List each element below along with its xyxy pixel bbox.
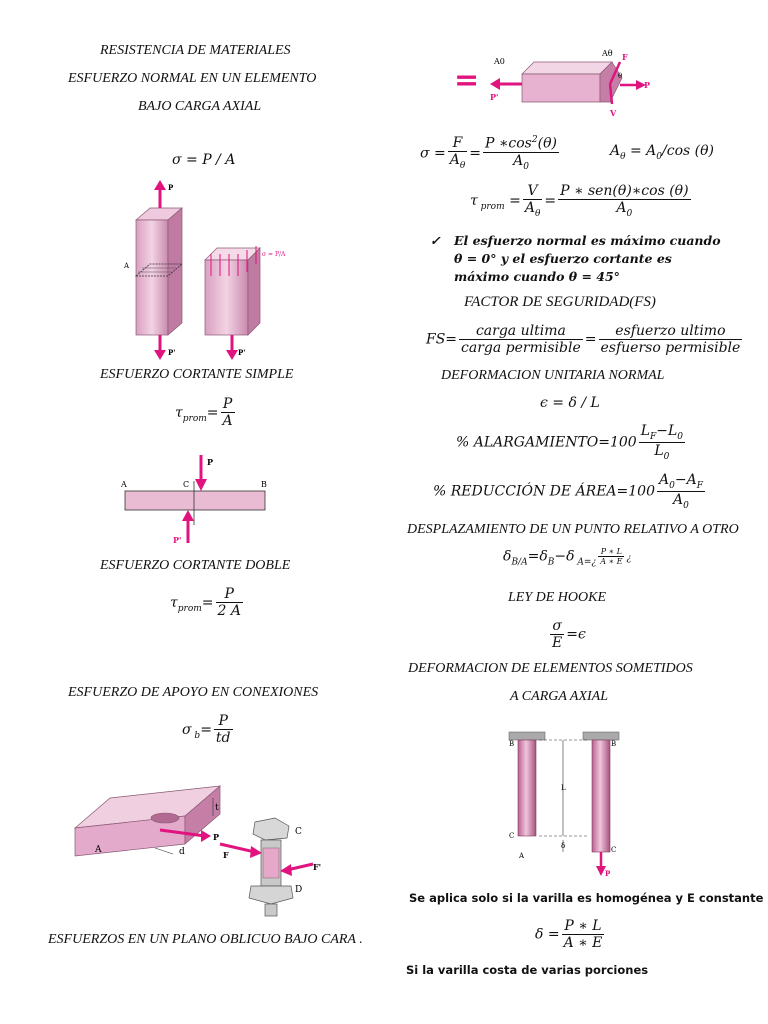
label-C-rod-left: C (509, 832, 515, 840)
label-theta-oblique: θ (618, 72, 623, 80)
elongation-equation: % ALARGAMIENTO=100 $\frac{L_F-L_0}{L_0}$ (456, 423, 684, 462)
label-D-bolt: D (295, 885, 303, 895)
section-title-unit-deformation: DEFORMACION UNITARIA NORMAL (441, 368, 665, 383)
oblique-normal-stress-equation: σ = $\frac{F}{A_\theta}$ = $\frac{P ∗\cos^2(\theta)}{A_0}$ (420, 135, 557, 172)
label-A-rod: A (519, 852, 525, 860)
area-reduction-equation: % REDUCCIÓN DE ÁREA=100 $\frac{A_0-A_F}{A_0}$ (433, 472, 703, 511)
label-C-shear: C (183, 480, 190, 489)
label-L-rod: L (561, 784, 566, 792)
section-subtitle-axial: BAJO CARGA AXIAL (138, 99, 262, 114)
label-F-prime: F' (313, 862, 322, 872)
multiple-portions-note: Si la varilla costa de varias porciones (406, 963, 649, 977)
label-B-rod-left: B (509, 740, 515, 748)
shear-simple-equation: $\tau_{prom}=$ $\frac{P}{A}$ (175, 396, 233, 430)
label-t: t (215, 803, 219, 813)
shear-double-equation: $\tau_{prom}=$ $\frac{P}{2 A}$ (170, 586, 241, 620)
area-reduction-label: % REDUCCIÓN DE ÁREA (433, 483, 617, 500)
label-A-plate: A (95, 845, 102, 855)
label-P-prime-bottom: P' (168, 348, 176, 357)
max-stress-note-text: El esfuerzo normal es máximo cuando θ = 0° y el esfuerzo cortante es máximo cuando θ = 45° (454, 233, 721, 284)
label-B-shear: B (261, 480, 267, 489)
label-A-theta: Aθ (602, 49, 613, 58)
area-theta-equation: $A_\theta = A_0/\cos$ (θ) (610, 143, 715, 162)
section-title-shear-simple: ESFUERZO CORTANTE SIMPLE (100, 367, 294, 382)
label-A-shear: A (121, 480, 127, 489)
tau-prom-double-symbol: $\tau_{prom}=$ (170, 594, 214, 614)
label-delta-rod: δ (561, 842, 566, 850)
check-icon: ✓ (430, 233, 441, 248)
axial-bar-figure (110, 180, 290, 360)
label-P-rod: P (605, 869, 611, 878)
section-title-displacement: DESPLAZAMIENTO DE UN PUNTO RELATIVO A OTRO (407, 522, 739, 537)
section-title-safety-factor: FACTOR DE SEGURIDAD(FS) (464, 294, 656, 310)
fs-numerator-2: esfuerzo ultimo (599, 323, 743, 340)
label-A0: A0 (494, 57, 505, 66)
label-P-prime-right: P' (238, 348, 246, 357)
fs-denominator-1: carga permisible (461, 340, 581, 357)
bearing-equation: σ $_b$= $\frac{P}{td}$ (182, 713, 231, 747)
max-stress-note (432, 232, 722, 286)
oblique-shear-equation: τ $_{prom}$ = $\frac{V}{A_\theta}$ = $\frac{\text{P ∗ sen(θ)∗cos (θ)}}{A_0}$ (470, 183, 689, 219)
displacement-equation: $\delta_{B/A}=\delta_B-\delta$ $_{A=¿}$ $\frac{P ∗ L}{A ∗ E}$ ¿ (503, 547, 632, 568)
label-d: d (179, 847, 185, 857)
label-P-prime-shear: P' (173, 535, 182, 545)
label-P-prime-oblique: P' (490, 92, 499, 102)
normal-stress-equation: σ = P / A (172, 152, 236, 168)
label-P-shear: P (207, 457, 214, 467)
fs-numerator-1: carga ultima (459, 323, 583, 340)
label-B-rod-right: B (611, 740, 617, 748)
section-title-shear-double: ESFUERZO CORTANTE DOBLE (100, 558, 291, 573)
label-sigma-PA: σ = P/A (262, 251, 286, 258)
rod-deformation-figure (505, 728, 635, 878)
label-P-oblique: P (644, 80, 651, 90)
label-A-section: A (124, 262, 130, 270)
strain-equation: ϵ = δ / L (540, 395, 600, 411)
section-title-bearing: ESFUERZO DE APOYO EN CONEXIONES (68, 685, 319, 700)
fs-denominator-2: esfuerso permisible (600, 340, 741, 357)
label-C-bolt: C (295, 827, 302, 837)
section-title-oblique: ESFUERZOS EN UN PLANO OBLICUO BAJO CARA . (48, 932, 363, 947)
label-F: F (223, 850, 229, 860)
equals-sign: = (454, 63, 480, 98)
label-V-oblique: V (610, 108, 617, 118)
axial-deformation-equation: δ = $\frac{P ∗ L}{A ∗ E}$ (535, 918, 603, 952)
tau-prom-symbol: $\tau_{prom}=$ (175, 404, 219, 424)
label-P-top: P (168, 183, 174, 192)
page-title: RESISTENCIA DE MATERIALES (100, 43, 291, 58)
section-title-hooke: LEY DE HOOKE (508, 590, 607, 605)
section-title-axial-deformation: DEFORMACION DE ELEMENTOS SOMETIDOS (408, 661, 693, 676)
single-shear-figure (115, 453, 275, 548)
bearing-connection-figure (65, 778, 335, 920)
oblique-plane-figure (450, 40, 660, 120)
label-P-bearing: P (213, 832, 220, 842)
section-subtitle-axial-deformation: A CARGA AXIAL (510, 689, 608, 704)
label-C-rod-right: C (611, 846, 617, 854)
elongation-label: % ALARGAMIENTO (456, 434, 599, 451)
sigma-b-symbol: σ $_b$= (182, 721, 212, 741)
safety-factor-equation: FS= $\frac{\text{carga ultima}}{\text{carga permisible}}$ = $\frac{\text{esfuerzo ultimo}}{\text{esfuerso permisible}}$ (426, 323, 741, 357)
section-title-normal-stress: ESFUERZO NORMAL EN UN ELEMENTO (68, 71, 317, 86)
label-F-oblique: F (622, 52, 628, 62)
homogeneous-rod-note: Se aplica solo si la varilla es homogénea y E constante (409, 891, 764, 905)
hooke-equation: $\frac{\sigma}{E}$ =ϵ (552, 618, 586, 652)
